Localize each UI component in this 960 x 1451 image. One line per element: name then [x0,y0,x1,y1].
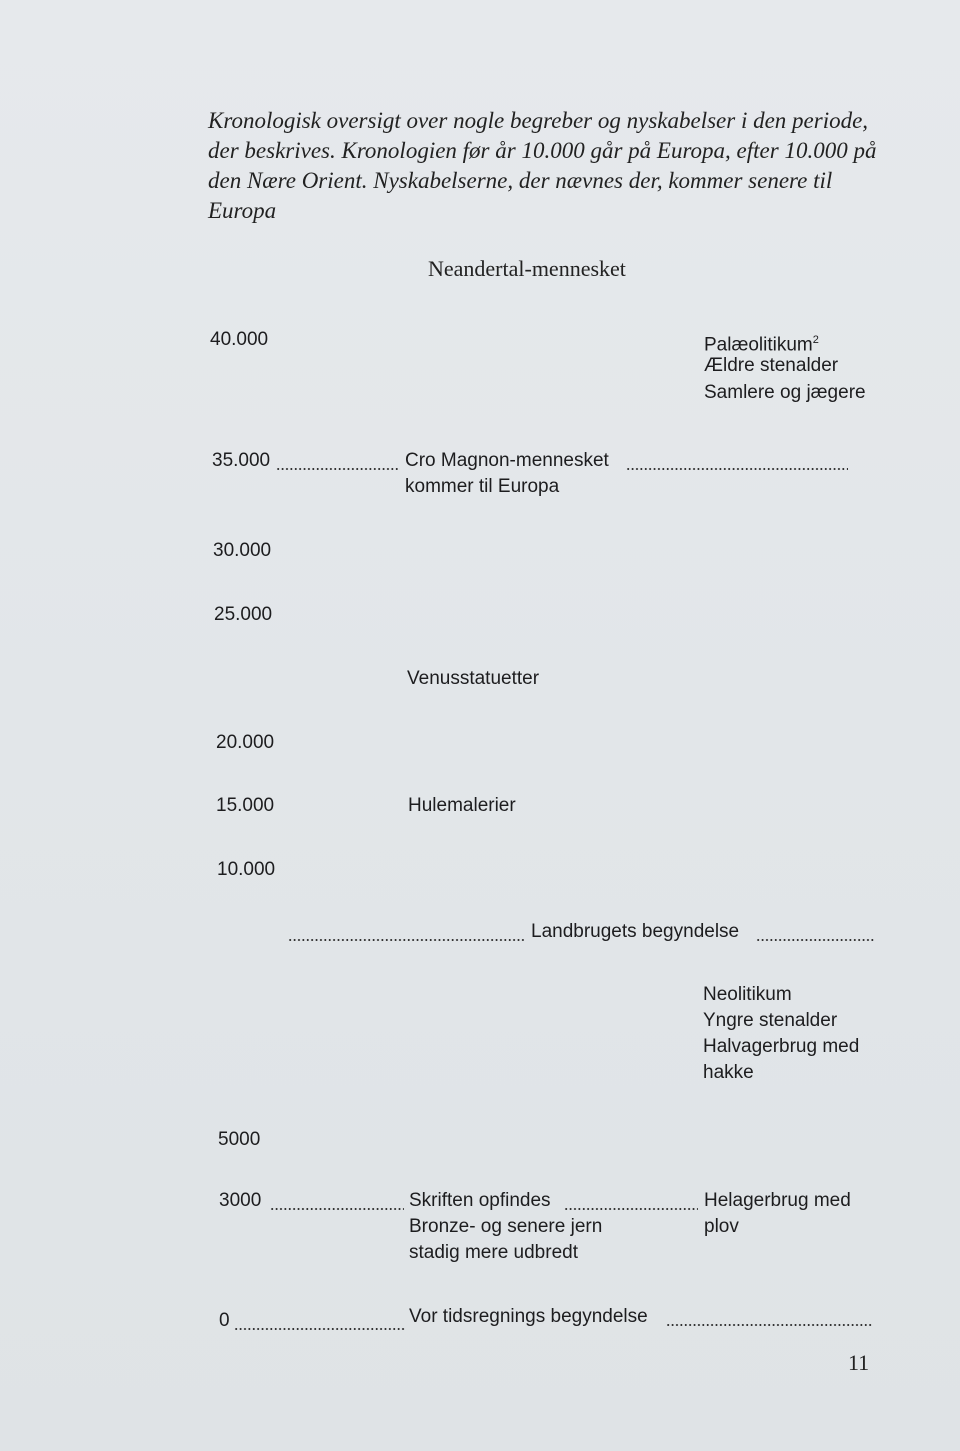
landbrug-label: Landbrugets begyndelse [531,921,740,942]
neandertal-heading: Neandertal-mennesket [428,256,626,281]
bronze-jern-label: Bronze- og senere jern [409,1216,603,1237]
leader-dots [234,1328,406,1330]
row-3000 [0,1188,960,1214]
year-40000: 40.000 [210,329,269,350]
neolitikum-label: Neolitikum [703,984,792,1005]
leader-dots [756,939,874,941]
samlere-label: Samlere og jægere [704,382,866,403]
row-0 [0,1304,960,1330]
leader-dots [276,468,400,470]
cro-magnon-label: Cro Magnon-mennesket [405,450,609,471]
aeldre-stenalder-label: Ældre stenalder [704,355,839,376]
hakke-label: hakke [703,1062,754,1083]
cro-magnon-label-2: kommer til Europa [405,476,560,497]
year-15000: 15.000 [216,795,275,816]
page-number: 11 [848,1350,870,1375]
leader-dots [270,1208,404,1210]
skriften-label: Skriften opfindes [409,1190,551,1211]
year-5000: 5000 [218,1129,261,1150]
yngre-stenalder-label: Yngre stenalder [703,1010,838,1031]
leader-dots [666,1324,872,1326]
plov-label: plov [704,1216,739,1237]
intro-paragraph: Kronologisk oversigt over nogle begreber og nyskabelser i den periode, der beskrives. Kronologien før år 10.000 går på Europa, efter 10.000 på den Nære Orient. Nyskabelserne, der nævnes der, kommer senere til Europa [208,108,877,223]
leader-dots [626,468,848,470]
helagerbrug-label: Helagerbrug med [704,1190,851,1211]
palaeolitikum-label: Palæolitikum$^2$ [704,334,819,356]
row-landbrug [0,919,960,945]
year-20000: 20.000 [216,732,275,753]
udbredt-label: stadig mere udbredt [409,1242,578,1263]
year-10000: 10.000 [217,859,276,880]
tidsregning-label: Vor tidsregnings begyndelse [409,1306,648,1327]
year-35000: 35.000 [212,450,271,471]
year-3000: 3000 [219,1190,262,1211]
venusstatuetter-label: Venusstatuetter [407,668,540,689]
year-25000: 25.000 [214,604,273,625]
row-35000 [0,448,960,474]
hulemalerier-label: Hulemalerier [408,795,516,816]
year-30000: 30.000 [213,540,272,561]
leader-dots [564,1208,698,1210]
halvagerbrug-label: Halvagerbrug med [703,1036,860,1057]
year-0: 0 [219,1310,230,1331]
leader-dots [288,939,524,941]
